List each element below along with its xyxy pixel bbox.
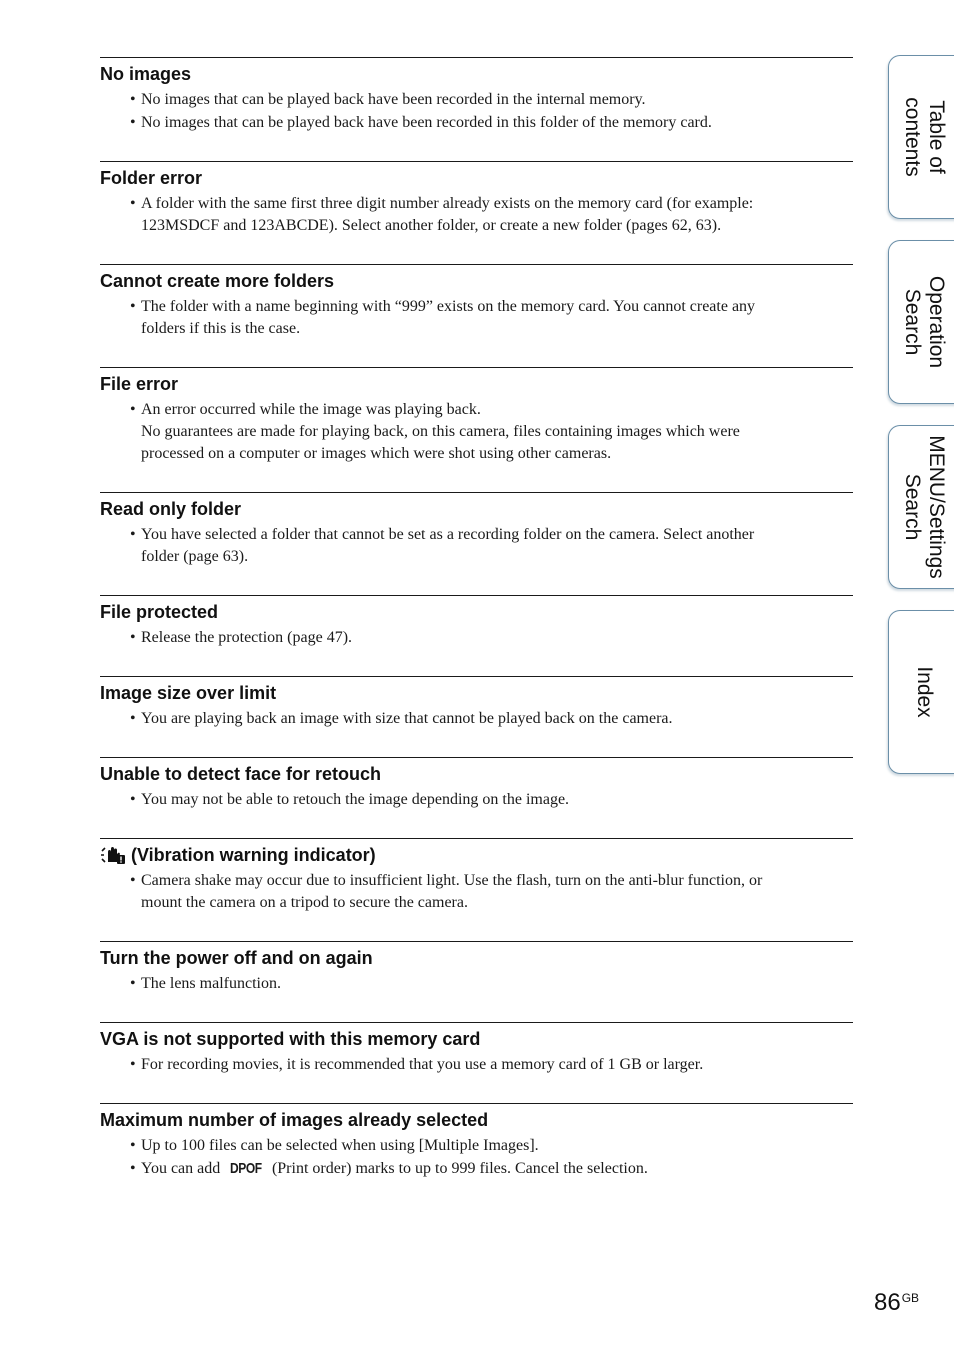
bullet-item bbox=[100, 524, 853, 568]
bullet-list bbox=[100, 1135, 853, 1180]
bullet-line: • An error occurred while the image was playing back. bbox=[141, 401, 481, 418]
section-heading-text: Turn the power off and on again bbox=[100, 948, 373, 968]
bullet-line: 123MSDCF and 123ABCDE). Select another folder, or create a new folder (pages 62, 63). bbox=[141, 217, 722, 234]
bullet-line: • For recording movies, it is recommended that you use a memory card of 1 GB or larger. bbox=[141, 1056, 704, 1073]
bullet-line: • You are playing back an image with size that cannot be played back on the camera. bbox=[141, 710, 673, 727]
section-heading-text: Image size over limit bbox=[100, 683, 277, 703]
message-section bbox=[100, 757, 853, 838]
bullet-line: processed on a computer or images which were shot using other cameras. bbox=[141, 445, 612, 462]
section-heading-text: No images bbox=[100, 64, 192, 84]
message-section bbox=[100, 595, 853, 676]
bullet-item bbox=[100, 708, 853, 730]
bullet-line: • You may not be able to retouch the image depending on the image. bbox=[141, 791, 570, 808]
bullet-list bbox=[100, 296, 853, 340]
bullet-line: • A folder with the same first three digit number already exists on the memory card (for example: bbox=[141, 195, 754, 212]
message-section bbox=[100, 264, 853, 367]
message-section bbox=[100, 1103, 853, 1207]
section-heading-text: Unable to detect face for retouch bbox=[100, 764, 382, 784]
section-heading bbox=[100, 270, 853, 292]
section-heading-text: Folder error bbox=[100, 168, 203, 188]
bullet-item bbox=[100, 399, 853, 465]
message-section bbox=[100, 161, 853, 264]
section-heading bbox=[100, 844, 853, 866]
section-heading bbox=[100, 498, 853, 520]
vibration-warning-icon bbox=[100, 845, 126, 865]
section-heading-text: (Vibration warning indicator) bbox=[131, 845, 376, 865]
bullet-list bbox=[100, 870, 853, 914]
bullet-line: • No images that can be played back have been recorded in this folder of the memory card. bbox=[141, 114, 712, 131]
tab-label-line: MENU/Settings bbox=[924, 435, 948, 579]
message-section bbox=[100, 1022, 853, 1103]
bullet-line: • Up to 100 files can be selected when using [Multiple Images]. bbox=[141, 1137, 539, 1154]
bullet-line: folders if this is the case. bbox=[141, 320, 301, 337]
bullet-line: • Camera shake may occur due to insufficient light. Use the flash, turn on the anti-blur function, or bbox=[141, 872, 763, 889]
section-heading bbox=[100, 167, 853, 189]
section-heading bbox=[100, 1028, 853, 1050]
tab-menu-settings-search[interactable] bbox=[888, 425, 954, 589]
section-heading bbox=[100, 601, 853, 623]
message-section bbox=[100, 57, 853, 161]
section-heading bbox=[100, 947, 853, 969]
bullet-line: mount the camera on a tripod to secure the camera. bbox=[141, 894, 468, 911]
tab-index[interactable] bbox=[888, 610, 954, 774]
tab-label-line: Search bbox=[900, 473, 924, 541]
section-heading bbox=[100, 1109, 853, 1131]
bullet-line: • You have selected a folder that cannot be set as a recording folder on the camera. Select another bbox=[141, 526, 755, 543]
bullet-line: • The lens malfunction. bbox=[141, 975, 281, 992]
bullet-item bbox=[100, 112, 853, 134]
tab-label bbox=[912, 666, 936, 717]
section-heading bbox=[100, 682, 853, 704]
bullet-list bbox=[100, 627, 853, 649]
bullet-line: • Release the protection (page 47). bbox=[141, 629, 353, 646]
bullet-text-after: (Print order) marks to up to 999 files. Cancel the selection. bbox=[271, 1160, 648, 1177]
bullet-list bbox=[100, 399, 853, 465]
bullet-list bbox=[100, 89, 853, 134]
tab-label bbox=[900, 97, 948, 176]
message-section bbox=[100, 941, 853, 1022]
bullet-list bbox=[100, 193, 853, 237]
bullet-line: No guarantees are made for playing back, on this camera, files containing images which were bbox=[141, 423, 740, 440]
section-heading-text: File protected bbox=[100, 602, 219, 622]
section-heading-text: Read only folder bbox=[100, 499, 242, 519]
bullet-item bbox=[100, 789, 853, 811]
bullet-item bbox=[100, 1158, 853, 1180]
tab-label bbox=[900, 435, 948, 579]
bullet-list bbox=[100, 973, 853, 995]
message-section bbox=[100, 676, 853, 757]
bullet-item bbox=[100, 973, 853, 995]
tab-label-line: Table of bbox=[924, 100, 948, 174]
section-heading-text: Cannot create more folders bbox=[100, 271, 335, 291]
bullet-item bbox=[100, 296, 853, 340]
message-section bbox=[100, 492, 853, 595]
tab-table-of-contents[interactable] bbox=[888, 55, 954, 219]
tab-label-line: Operation bbox=[924, 275, 948, 369]
dpof-icon: DPOF bbox=[230, 1160, 262, 1177]
tab-label bbox=[900, 276, 948, 368]
tab-label-line: Index bbox=[912, 666, 936, 718]
page-number: $86^{GB}$ bbox=[874, 1289, 920, 1316]
section-heading bbox=[100, 63, 853, 85]
bullet-list bbox=[100, 1054, 853, 1076]
bullet-item bbox=[100, 1135, 853, 1157]
bullet-item bbox=[100, 870, 853, 914]
bullet-item bbox=[100, 627, 853, 649]
message-section bbox=[100, 367, 853, 492]
section-heading bbox=[100, 763, 853, 785]
bullet-list bbox=[100, 524, 853, 568]
message-section bbox=[100, 838, 853, 941]
bullet-line: folder (page 63). bbox=[141, 548, 249, 565]
bullet-line: • The folder with a name beginning with “999” exists on the memory card. You cannot create any bbox=[141, 298, 756, 315]
tab-label-line: contents bbox=[900, 97, 924, 177]
section-heading-text: VGA is not supported with this memory card bbox=[100, 1029, 481, 1049]
tab-operation-search[interactable] bbox=[888, 240, 954, 404]
bullet-item bbox=[100, 89, 853, 111]
tab-label-line: Search bbox=[900, 288, 924, 356]
section-heading-text: File error bbox=[100, 374, 179, 394]
bullet-item bbox=[100, 1054, 853, 1076]
section-heading bbox=[100, 373, 853, 395]
manual-content bbox=[100, 57, 853, 1207]
bullet-list bbox=[100, 708, 853, 730]
bullet-text-before: You can add bbox=[141, 1160, 221, 1177]
bullet-item bbox=[100, 193, 853, 237]
bullet-line: • No images that can be played back have been recorded in the internal memory. bbox=[141, 91, 646, 108]
section-heading-text: Maximum number of images already selected bbox=[100, 1110, 489, 1130]
bullet-list bbox=[100, 789, 853, 811]
